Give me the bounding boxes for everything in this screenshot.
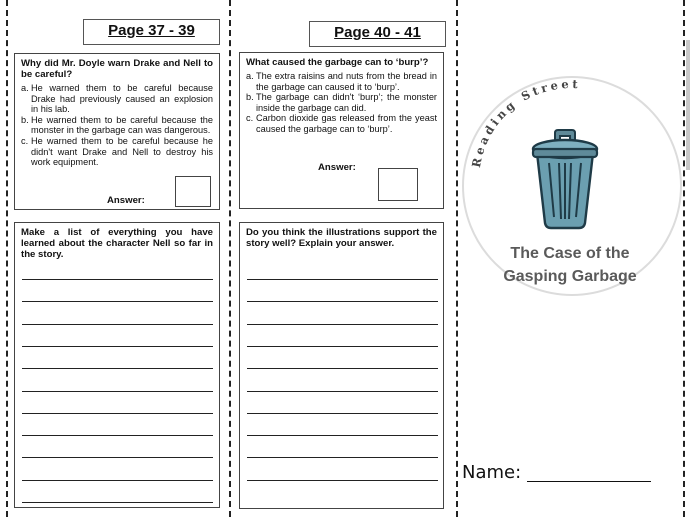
writing-line[interactable]	[247, 480, 438, 481]
question-title: What caused the garbage can to ‘burp’?	[246, 57, 429, 68]
answer-box[interactable]	[378, 168, 418, 201]
name-field-line[interactable]	[527, 481, 651, 482]
writing-line[interactable]	[22, 480, 213, 481]
option-a: a. He warned them to be careful because Drake had previously caused an explosion in his lab.	[21, 83, 213, 115]
writing-line[interactable]	[22, 301, 213, 302]
question-box-written	[14, 222, 220, 508]
option-b: b. The garbage can didn't ‘burp’; the monster inside the garbage can did.	[246, 92, 437, 113]
writing-line[interactable]	[247, 279, 438, 280]
question-box-written	[239, 222, 444, 509]
writing-line[interactable]	[22, 279, 213, 280]
option-b: b. He warned them to be careful because the monster in the garbage can was dangerous.	[21, 114, 213, 136]
writing-line[interactable]	[22, 346, 213, 347]
question-title: Why did Mr. Doyle warn Drake and Nell to be careful?	[21, 58, 213, 80]
option-c: c. He warned them to be careful because he didn't want Drake and Nell to destroy his work equipment.	[21, 135, 213, 168]
option-a: a. The extra raisins and nuts from the bread in the garbage can caused it to ‘burp’.	[246, 71, 437, 92]
writing-line[interactable]	[247, 435, 438, 436]
writing-line[interactable]	[22, 502, 213, 503]
svg-text:Reading Street: Reading Street	[468, 76, 582, 169]
answer-options	[21, 83, 213, 168]
question-title: Make a list of everything you have learned about the character Nell so far in the story.	[21, 227, 213, 260]
question-box-multiple-choice	[14, 53, 220, 210]
writing-line[interactable]	[22, 324, 213, 325]
writing-line[interactable]	[22, 413, 213, 414]
writing-line[interactable]	[247, 324, 438, 325]
book-title-line-2: Gasping Garbage	[503, 268, 637, 285]
writing-line[interactable]	[247, 413, 438, 414]
writing-line[interactable]	[247, 368, 438, 369]
writing-line[interactable]	[247, 391, 438, 392]
page-label: Page 37 - 39	[83, 19, 220, 45]
page-label: Page 40 - 41	[309, 21, 446, 47]
name-label: Name:	[462, 462, 522, 483]
scrollbar-thumb[interactable]	[686, 40, 690, 170]
option-c: c. Carbon dioxide gas released from the yeast caused the garbage can to ‘burp’.	[246, 113, 437, 134]
trash-can-icon	[527, 127, 603, 231]
answer-label: Answer:	[318, 162, 356, 173]
fold-line-left	[6, 0, 8, 517]
writing-line[interactable]	[22, 391, 213, 392]
writing-line[interactable]	[247, 457, 438, 458]
writing-line[interactable]	[22, 435, 213, 436]
question-box-multiple-choice	[239, 52, 444, 209]
answer-label: Answer:	[107, 195, 145, 206]
writing-line[interactable]	[22, 368, 213, 369]
answer-options	[246, 71, 437, 135]
writing-line[interactable]	[247, 301, 438, 302]
book-title	[470, 242, 670, 288]
writing-line[interactable]	[247, 346, 438, 347]
question-title: Do you think the illustrations support the story well? Explain your answer.	[246, 227, 437, 249]
writing-line[interactable]	[22, 457, 213, 458]
fold-line-middle-1	[229, 0, 231, 517]
answer-box[interactable]	[175, 176, 211, 207]
fold-line-right	[683, 0, 685, 517]
book-title-line-1: The Case of the	[510, 245, 630, 262]
